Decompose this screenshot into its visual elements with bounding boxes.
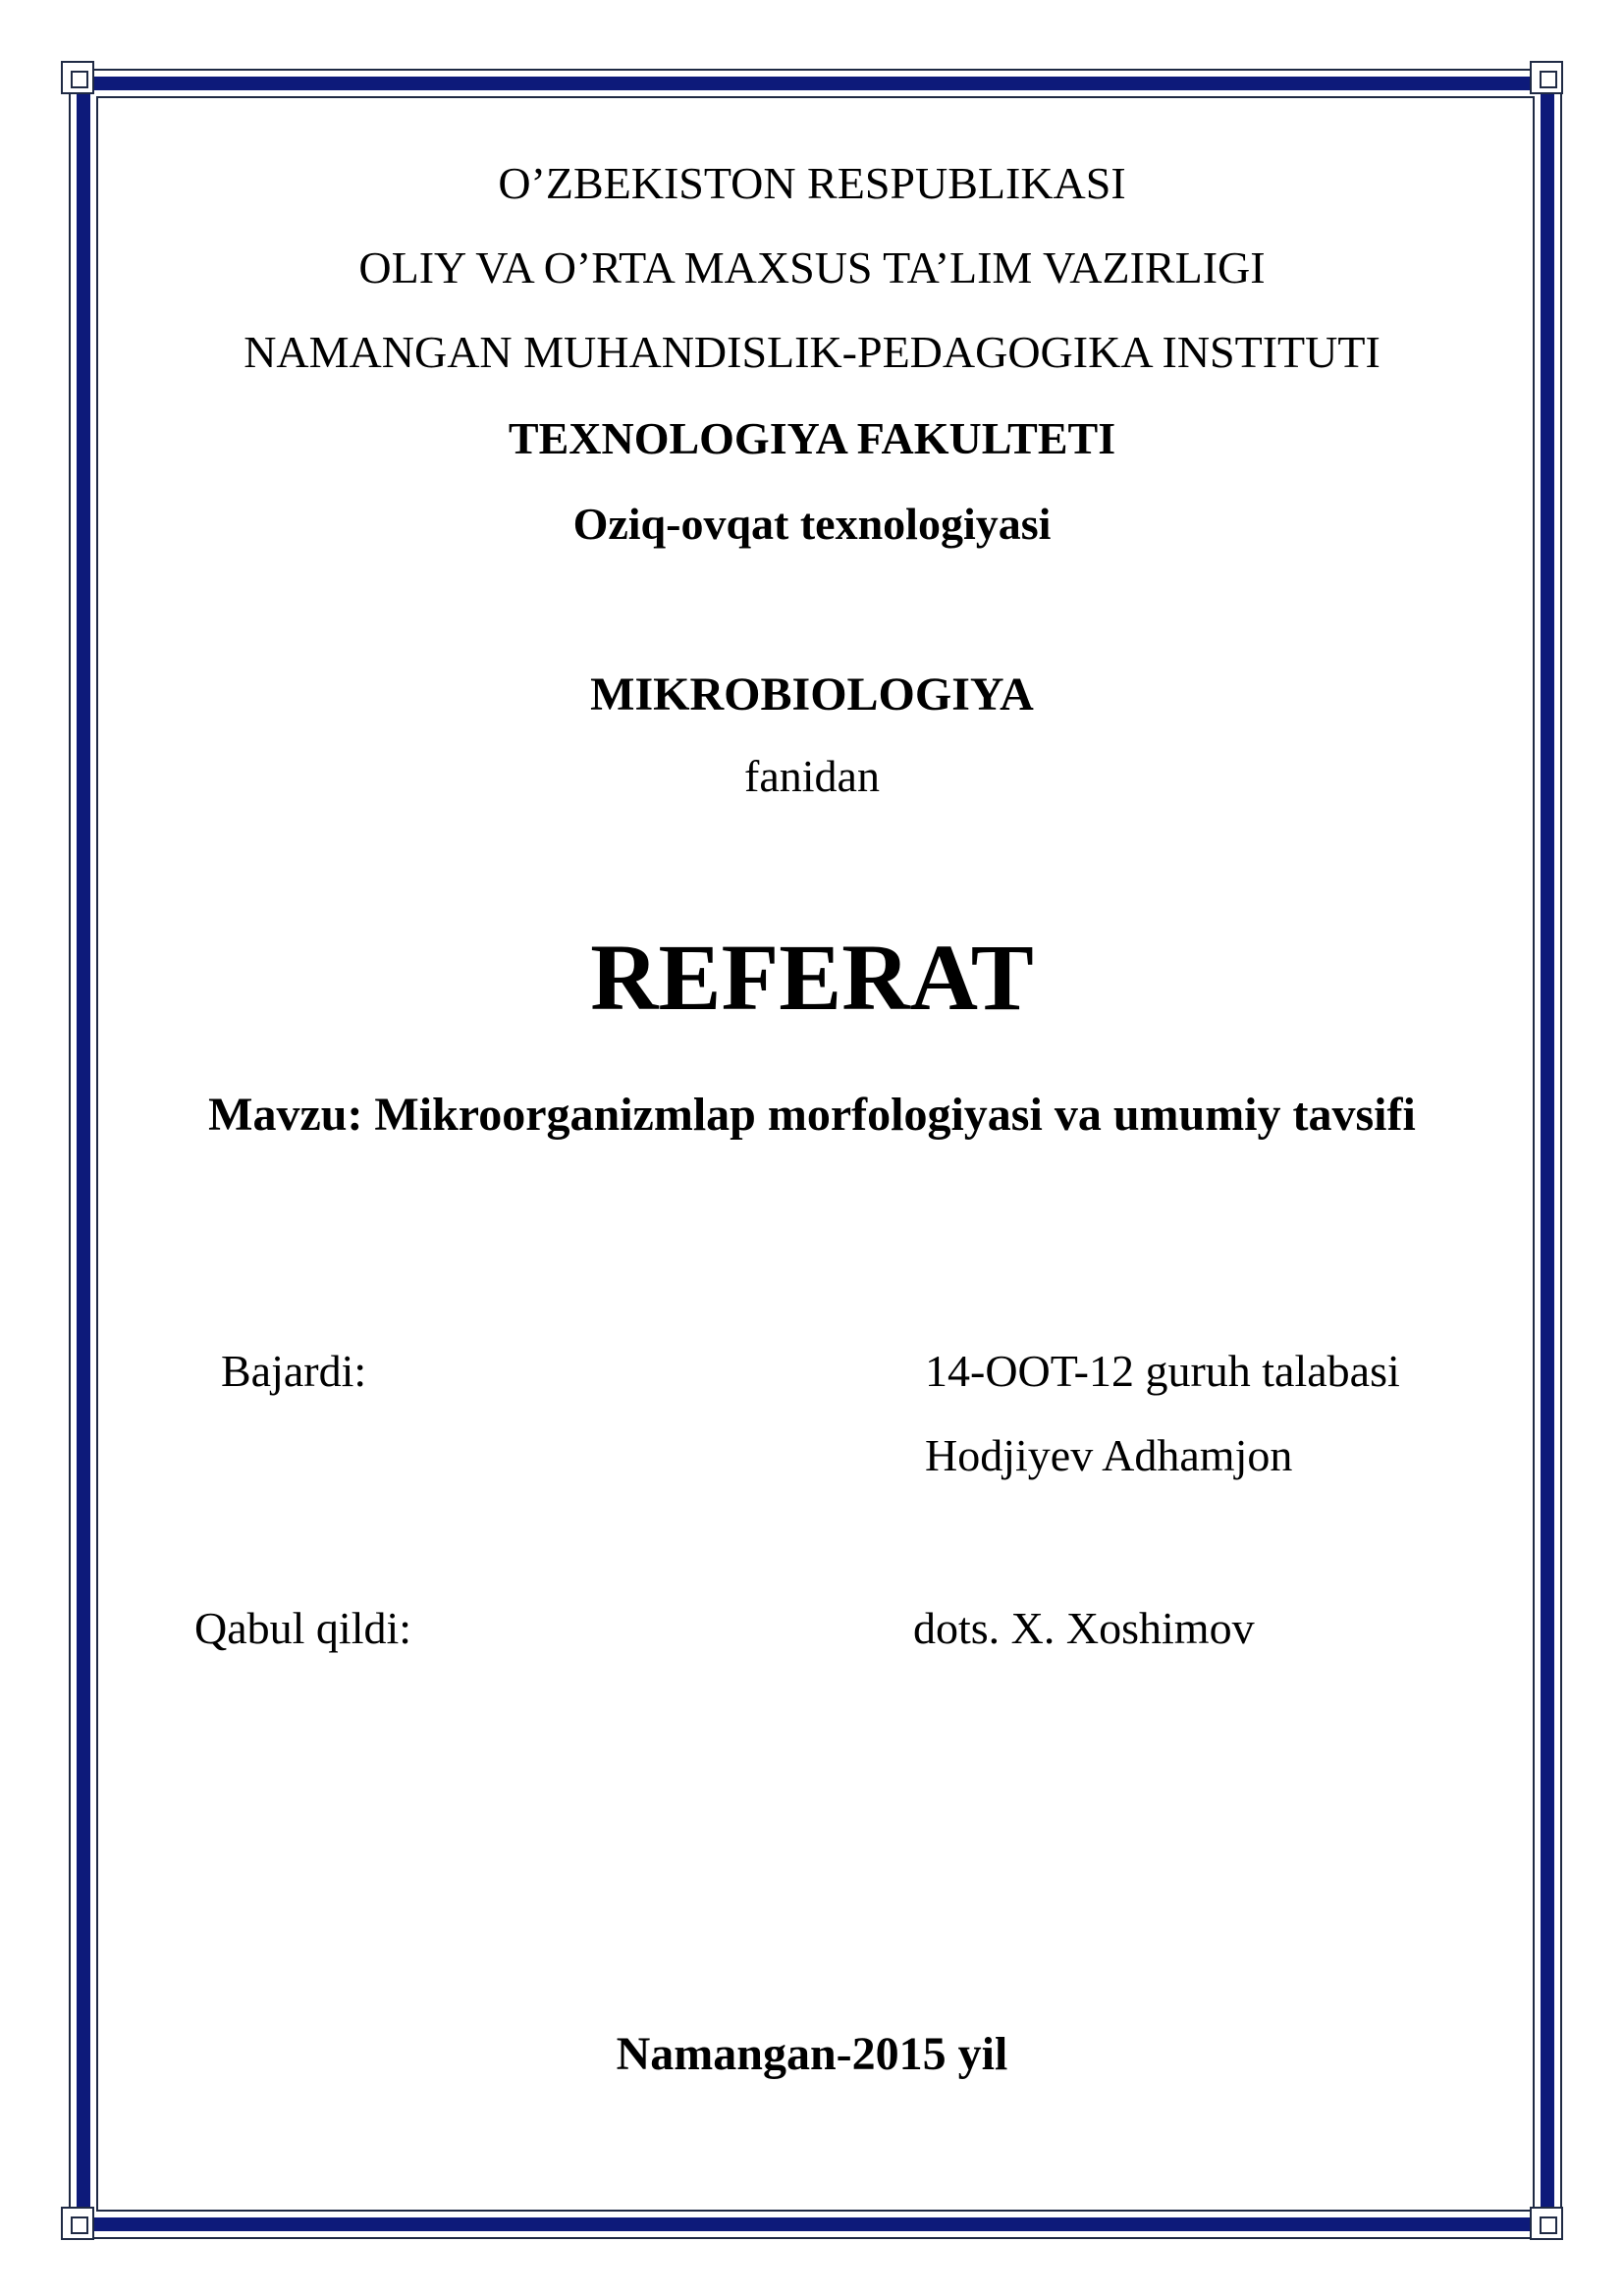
document-type-title: REFERAT <box>590 925 1034 1030</box>
faculty-heading: TEXNOLOGIYA FAKULTETI <box>508 413 1116 463</box>
student-group: 14-OOT-12 guruh talabasi <box>925 1346 1400 1396</box>
place-year-footer: Namangan-2015 yil <box>616 2028 1008 2080</box>
institute-heading: NAMANGAN MUHANDISLIK-PEDAGOGIKA INSTITUTI <box>244 327 1380 377</box>
teacher-name: dots. X. Xoshimov <box>913 1603 1255 1653</box>
student-name: Hodjiyev Adhamjon <box>925 1430 1293 1480</box>
subject-suffix: fanidan <box>744 751 880 801</box>
border-corner-ornament <box>1530 2207 1563 2240</box>
ministry-heading: OLIY VA O’RTA MAXSUS TA’LIM VAZIRLIGI <box>358 242 1266 293</box>
department-heading: Oziq-ovqat texnologiyasi <box>572 499 1052 549</box>
topic-line: Mavzu: Mikroorganizmlap morfologiyasi va umumiy tavsifi <box>208 1089 1416 1141</box>
border-corner-ornament <box>61 2207 94 2240</box>
republic-heading: O’ZBEKISTON RESPUBLIKASI <box>498 158 1126 208</box>
accepted-label: Qabul qildi: <box>194 1603 412 1653</box>
performed-label: Bajardi: <box>221 1346 367 1396</box>
subject-name: MIKROBIOLOGIYA <box>590 668 1034 721</box>
border-corner-ornament <box>1530 61 1563 94</box>
border-corner-ornament <box>61 61 94 94</box>
